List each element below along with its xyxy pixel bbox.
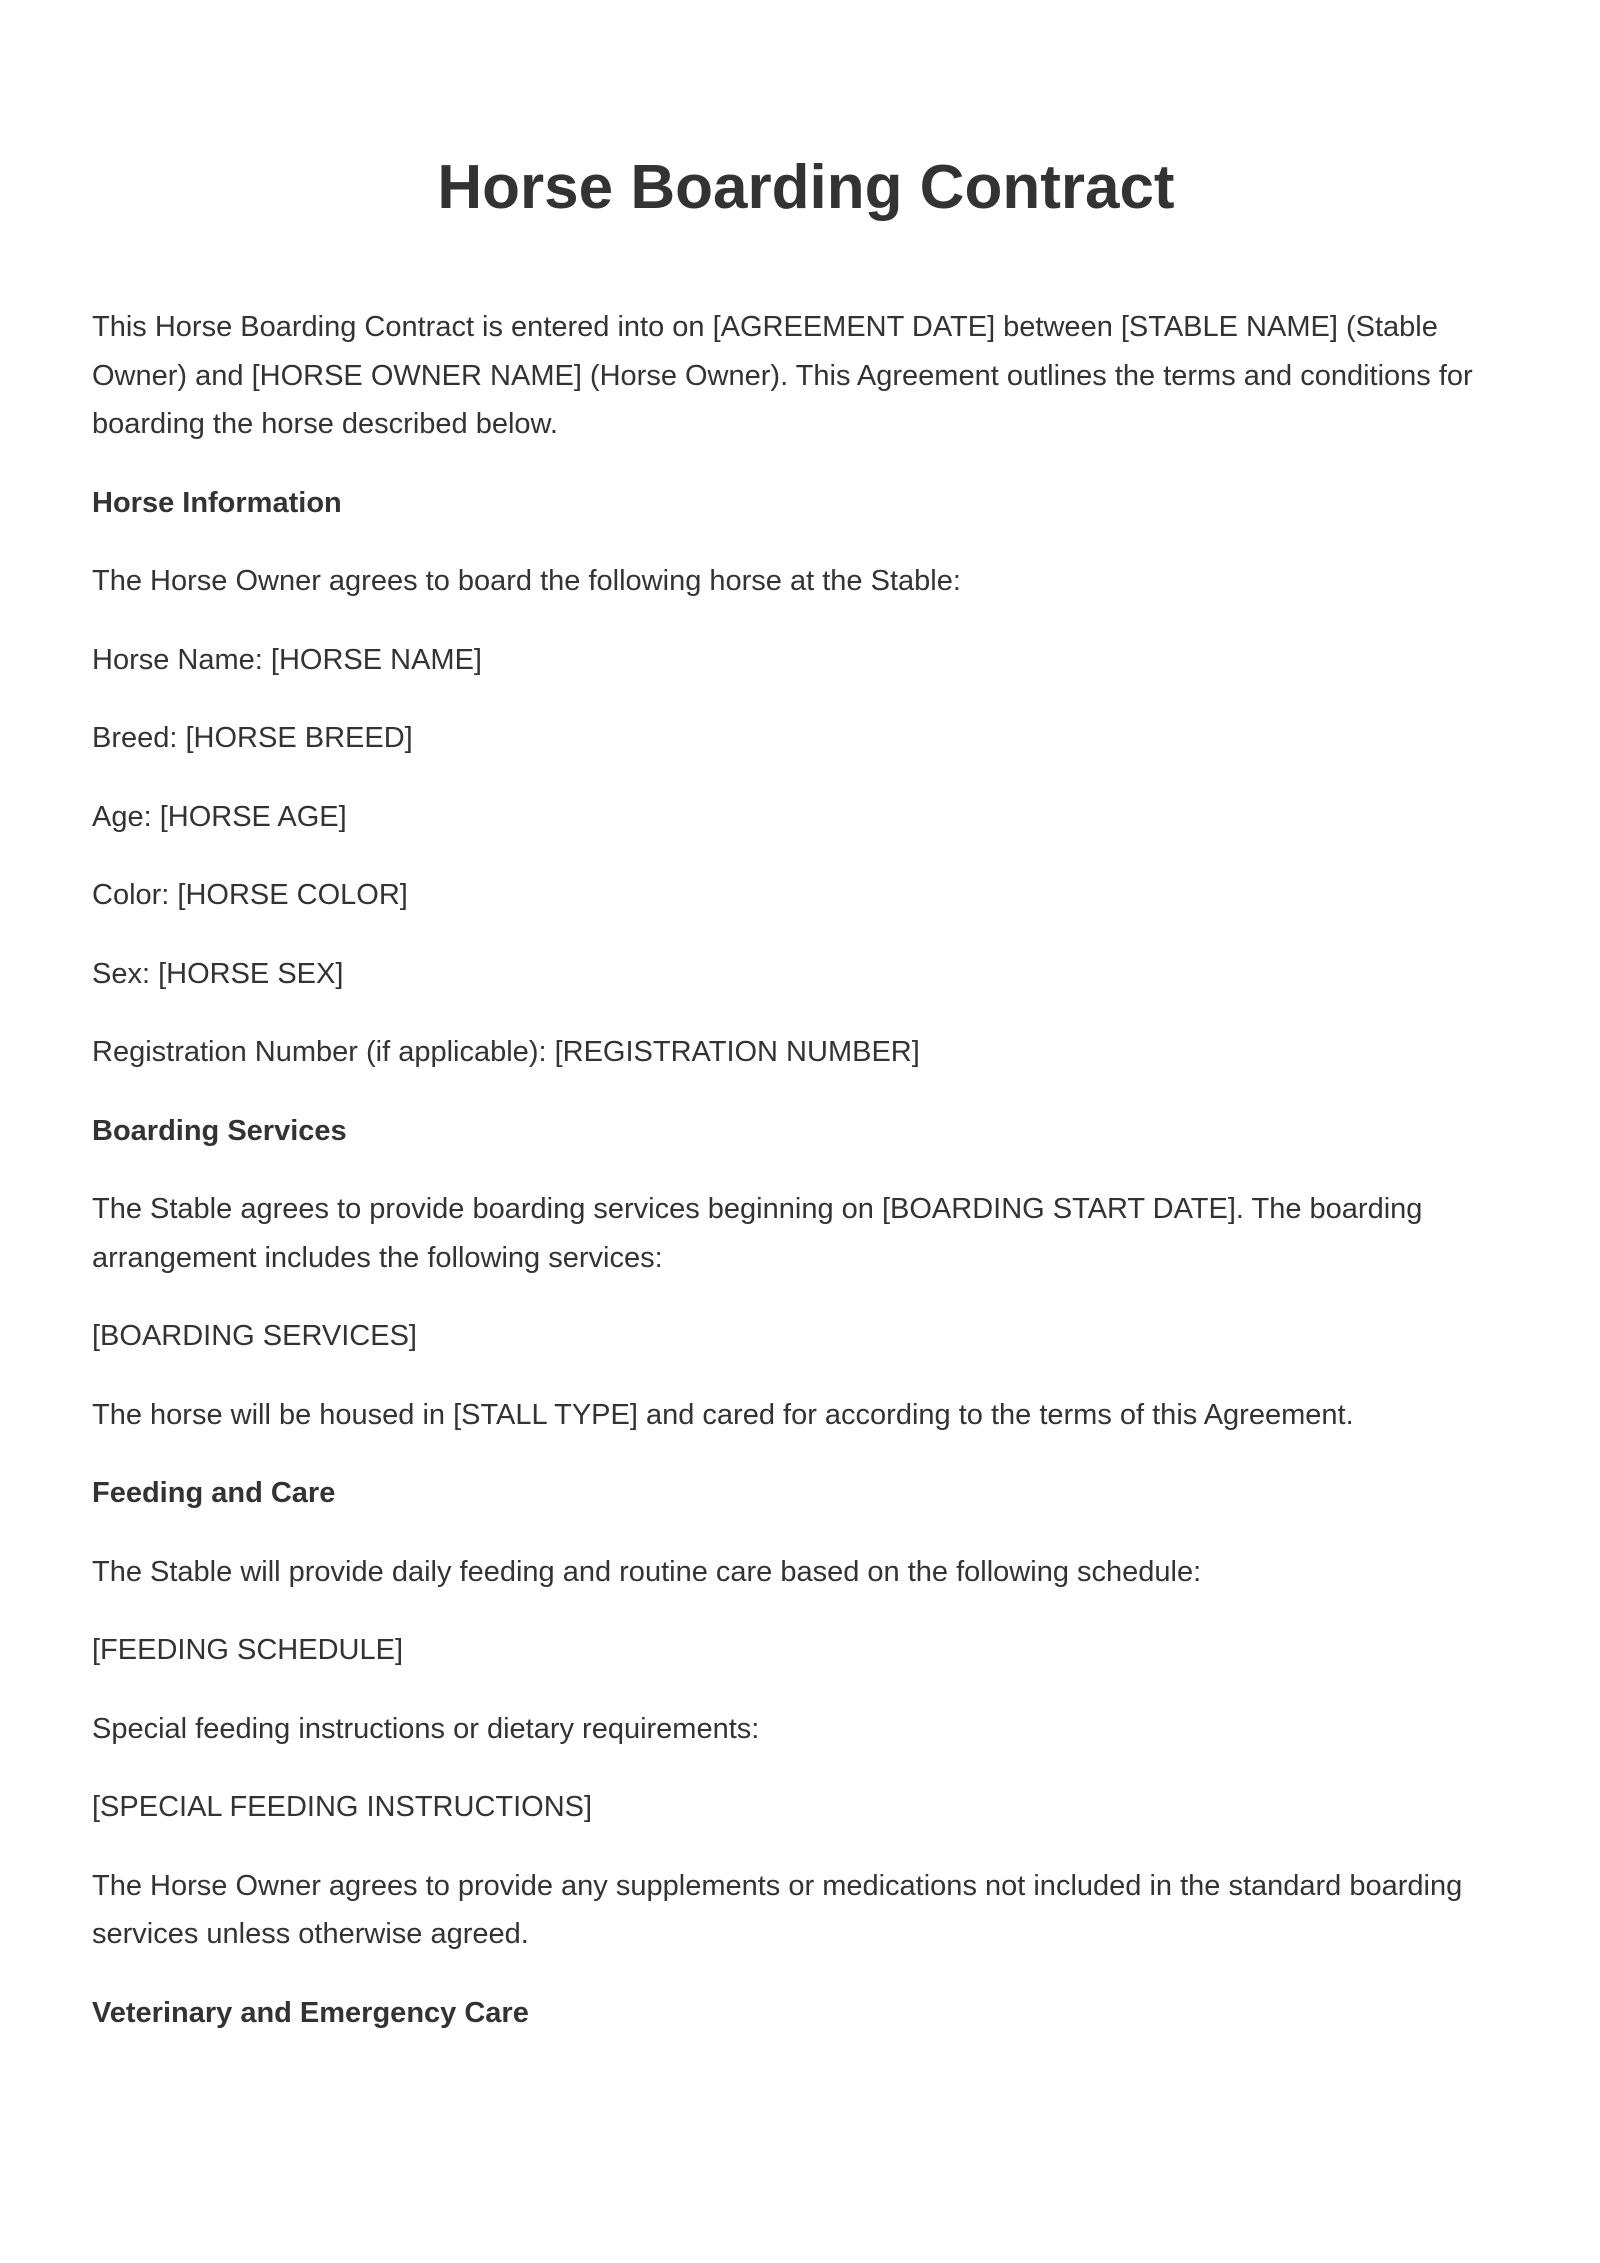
paragraph: [FEEDING SCHEDULE]: [92, 1634, 403, 1666]
paragraph: The Stable agrees to provide boarding services beginning on [BOARDING START DATE]. The boarding arrangement includes the following services:: [92, 1193, 1423, 1274]
paragraph: [SPECIAL FEEDING INSTRUCTIONS]: [92, 1791, 593, 1823]
paragraph: The Horse Owner agrees to board the following horse at the Stable:: [92, 565, 961, 597]
paragraph: The Horse Owner agrees to provide any supplements or medications not included in the standard boarding services unless otherwise agreed.: [92, 1869, 1463, 1950]
paragraph: Sex: [HORSE SEX]: [92, 957, 344, 990]
paragraph: Breed: [HORSE BREED]: [92, 722, 413, 754]
paragraph: The horse will be housed in [STALL TYPE] and cared for according to the terms of this Agreement.: [92, 1398, 1354, 1431]
section-heading: Veterinary and Emergency Care: [92, 1996, 529, 2029]
document-title: Horse Boarding Contract: [437, 153, 1175, 222]
paragraph: The Stable will provide daily feeding and routine care based on the following schedule:: [92, 1555, 1202, 1588]
section-heading: Feeding and Care: [92, 1477, 336, 1509]
paragraph: Age: [HORSE AGE]: [92, 800, 347, 833]
section-heading: Horse Information: [92, 486, 342, 519]
paragraph: [BOARDING SERVICES]: [92, 1320, 417, 1352]
paragraph: Registration Number (if applicable): [REGISTRATION NUMBER]: [92, 1036, 920, 1068]
paragraph: Horse Name: [HORSE NAME]: [92, 643, 482, 676]
document-body: [92, 303, 1522, 2067]
paragraph: Color: [HORSE COLOR]: [92, 879, 408, 911]
paragraph: This Horse Boarding Contract is entered into on [AGREEMENT DATE] between [STABLE NAME] (Stable Owner) and [HORSE OWNER NAME] (Horse Owner). This Agreement outlines the terms and conditions for boarding the horse described below.: [92, 311, 1473, 440]
paragraph: Special feeding instructions or dietary requirements:: [92, 1712, 760, 1745]
section-heading: Boarding Services: [92, 1114, 347, 1147]
